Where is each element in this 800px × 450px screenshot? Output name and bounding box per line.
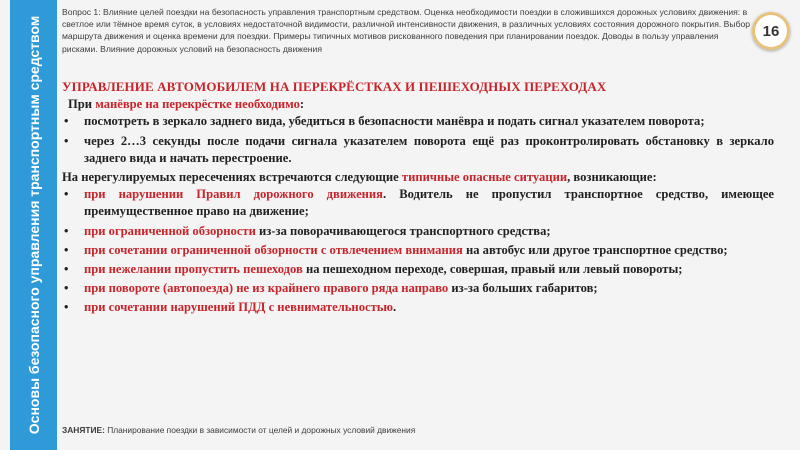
maneuver-list [62,113,774,167]
list-item [62,186,774,220]
list-item [62,223,774,240]
list-item-highlight: при сочетании ограниченной обзорности с отвлечением внимания [84,242,463,257]
intro-paragraph [62,96,774,113]
intro-prefix: При [68,97,96,112]
list-item-text: из-за больших габаритов; [448,281,598,296]
dangers-prefix: На нерегулируемых пересечениях встречаются следующие [62,170,402,185]
dangers-list [62,186,774,316]
lesson-footer [62,425,752,435]
sidebar [10,0,57,450]
list-item-highlight: при ограниченной обзорности [84,223,256,238]
intro-highlight: манёвре на перекрёстке необходимо [95,97,300,112]
list-item [62,242,774,259]
list-item: • посмотреть в зеркало заднего вида, убедиться в безопасности манёвра и подать сигнал указателем поворота; [62,113,774,130]
list-item: • через 2…3 секунды после подачи сигнала указателем поворота ещё раз проконтролировать обстановку в зеркало заднего вида и начать перестроение. [62,133,774,167]
sidebar-title: Основы безопасного управления транспортным средством [25,15,42,435]
list-item-highlight: при нежелании пропустить пешеходов [84,262,303,277]
list-item-highlight: при сочетании нарушений ПДД с невнимательностью [84,300,394,315]
list-item [62,299,774,316]
slide-number: 16 [762,22,780,40]
list-item-highlight: при повороте (автопоезда) не из крайнего правого ряда направо [84,281,449,296]
dangers-paragraph [62,169,774,186]
list-item-text: из-за поворачивающегося транспортного средства; [255,223,551,238]
dangers-highlight: типичные опасные ситуации [401,170,568,185]
question-label: Вопрос 1: [62,7,101,17]
question-header [62,6,752,55]
list-item [62,261,774,278]
list-item-text: на пешеходном переходе, совершая, правый или левый повороты; [302,262,683,277]
list-item [62,280,774,297]
list-item-text: . Водитель не пропустил транспортное средство, имеющее преимущественное право на движение; [84,187,775,219]
list-item-text: . [393,300,397,315]
lesson-text: Планирование поездки в зависимости от целей и дорожных условий движения [104,425,416,435]
intro-suffix: : [299,97,305,112]
question-text: Влияние целей поездки на безопасность управления транспортным средством. Оценка необходимости поездки в сложившихся дорожных условиях движения: в светлое или тёмное время суток, в условиях недостаточной видимости, различной интенсивности движения, в различных условиях состояния дорожного покрытия. Выбор маршрута движения и оценка времени для поездки. Примеры типичных мотивов рискованного поведения при планировании поездок. Доводы в пользу управления рисками. Влияние дорожных условий на безопасность движения [62,7,751,54]
list-item-highlight: при нарушении Правил дорожного движения [84,187,383,202]
section-title: УПРАВЛЕНИЕ АВТОМОБИЛЕМ НА ПЕРЕКРЁСТКАХ И ПЕШЕХОДНЫХ ПЕРЕХОДАХ [62,79,607,94]
list-item-text: на автобус или другое транспортное средство; [462,242,728,257]
slide-number-badge [752,12,790,50]
lesson-label: ЗАНЯТИЕ: [62,425,105,435]
dangers-suffix: , возникающие: [567,170,657,185]
main-content [62,78,774,319]
